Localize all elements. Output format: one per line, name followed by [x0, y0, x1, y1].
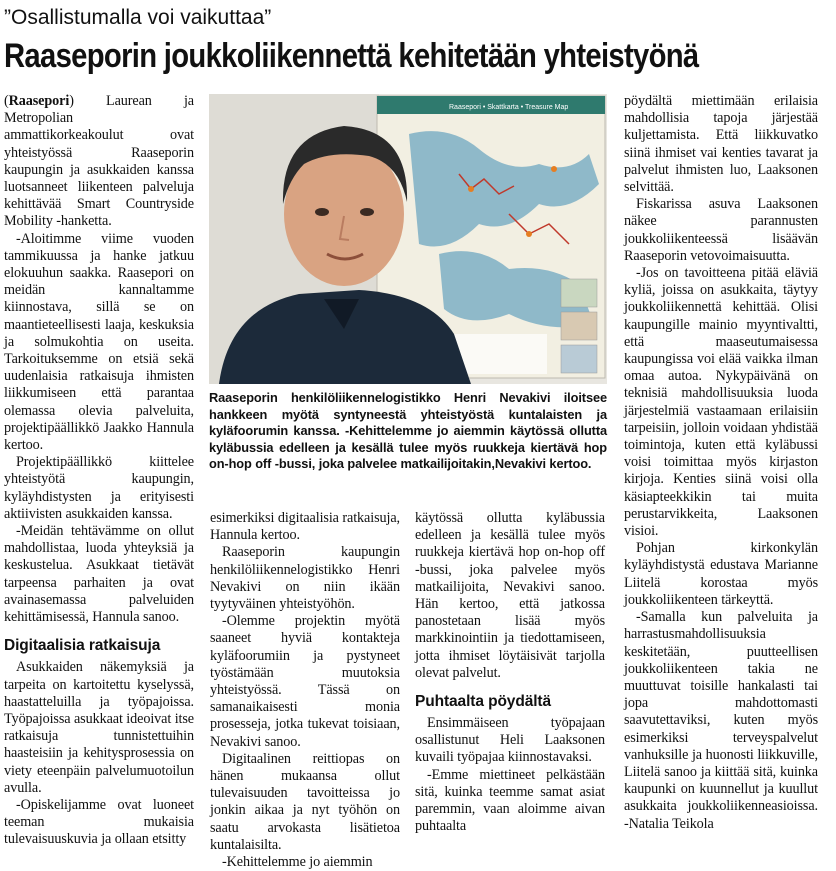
paragraph: esimerkiksi digitaalisia ratkaisuja, Hannula kertoo. [210, 510, 400, 544]
paragraph: Raaseporin kaupungin henkilöliikennelogistikko Henri Nevakivi on niin ikään tyytyväinen yhteistyöhön. [210, 544, 400, 613]
photo-caption: Raaseporin henkilöliikennelogistikko Henri Nevakivi iloitsee hankkeen myötä syntyneestä yhteistyöstä kuntalaisten ja kyläfoorumin kanssa. -Kehittelemme jo aiemmin käytössä ollutta kyläbussia edelleen ja kesällä tulee myös ruukkeja kiertävä hop on-hop off -bussi, joka palvelee matkailijoitakin,Nevakivi kertoo. [209, 390, 607, 472]
paragraph: -Samalla kun palveluita ja harrastusmahdollisuuksia keskitetään, puutteellisen joukkoliikenteen takia ne muuttuvat toisille hankalasti tai jopa mahdottomasti saavutettaviksi, kuten myös esimerkiksi terveyspalvelut vanhuksille ja huonosti liikkuville, Liitelä sanoo ja kiittää sitä, kuinka kaupunki on kuunnellut ja kuullut asukkaita joukkoliikenneasioissa. -Natalia Teikola [624, 609, 818, 832]
paragraph: -Olemme projektin myötä saaneet hyviä kontakteja kyläfoorumiin ja pystyneet työstämään muutoksia yhteistyössä. Tässä on samanaikaisesti monia prosesseja, jotka tukevat toisiaan, Nevakivi sanoo. [210, 613, 400, 750]
subheading: Digitaalisia ratkaisuja [4, 637, 161, 655]
article-column-2 [210, 510, 400, 871]
map-banner-text: Raasepori • Skattkarta • Treasure Map [449, 104, 569, 111]
paragraph: käytössä ollutta kyläbussia edelleen ja kesällä tulee myös ruukkeja kiertävä hop on-hop off -bussi, joka palvelee myös matkailijoita, Nevakivi sanoo. Hän kertoo, että jatkossa panostetaan lisää myös markkinointiin ja tiedottamiseen, jotta ihmiset löytäisivät tarjolla olevat palvelut. [415, 510, 605, 681]
paragraph: Fiskarissa asuva Laaksonen näkee parannusten joukkoliikenteessä lisäävän Raaseporin vetovoimaisuutta. [624, 196, 818, 264]
paragraph: Pohjan kirkonkylän kyläyhdistystä edustava Marianne Liitelä korostaa myös joukkoliikenteen tärkeyttä. [624, 540, 818, 608]
paragraph: -Meidän tehtävämme on ollut mahdollistaa, luoda yhteyksiä ja keskustelua. Asukkaat tietävät tarpeensa parhaiten ja ovat avainasemassa palveluiden kehittämisessä, Hannula sanoo. [4, 523, 194, 626]
article-photo [209, 94, 607, 384]
lead-paragraph: (Raasepori) Laurean ja Metropolian ammattikorkeakoulut ovat yhteistyössä Raaseporin kaupungin ja asukkaiden kanssa luotsanneet liikenteen palveluja kehittävää Smart Countryside Mobility -hanketta. [4, 93, 194, 230]
article-column-4 [624, 93, 818, 833]
dateline: Raasepori [8, 93, 70, 109]
subheading: Puhtaalta pöydältä [415, 693, 552, 711]
paragraph: Projektipäällikkö kiittelee yhteistyötä kaupungin, kyläyhdistysten ja erityisesti aktiivisten asukkaiden kanssa. [4, 454, 194, 522]
paragraph: -Opiskelijamme ovat luoneet teeman mukaisia tulevaisuuskuvia ja ollaan etsitty [4, 796, 194, 848]
paragraph: Digitaalinen reittiopas on hänen mukaansa ollut tulevaisuuden tavoitteissa jo jonkin aikaa ja nyt työhön on saatu arvokasta lisätietoa kuntalaisilta. [210, 750, 400, 853]
article-headline: Raaseporin joukkoliikennettä kehitetään yhteistyönä [4, 37, 699, 75]
article-column-1 [4, 93, 194, 849]
article-kicker: ”Osallistumalla voi vaikuttaa” [4, 6, 272, 29]
paragraph: -Emme miettineet pelkästään sitä, kuinka teemme samat asiat paremmin, vaan aloimme aivan puhtaalta [415, 766, 605, 835]
paragraph: pöydältä miettimään erilaisia mahdollisia tapoja järjestää kuljettamista. Että liikkuvatko siinä ihmiset vai kenties tavarat ja palvelut ihmisten luo, Laaksonen selvittää. [624, 93, 818, 196]
paragraph: Asukkaiden näkemyksiä ja tarpeita on kartoitettu kyselyssä, haastatteluilla ja työpajoissa. Työpajoissa asukkaat ideoivat itse ratkaisuja tunnistettuihin haasteisiin ja kehitysprosessia on viety eteenpäin palvelumuotoilun avulla. [4, 659, 194, 796]
paragraph: Ensimmäiseen työpajaan osallistunut Heli Laaksonen kuvaili työpajaa kiinnostavaksi. [415, 715, 605, 766]
photo-illustration [209, 94, 607, 384]
paragraph: -Jos on tavoitteena pitää eläviä kyliä, joissa on asukkaita, täytyy joukkoliikennettä kehittää. Olisi kaupungille mainio myyntivaltti, että maaseutumaisessa kaupungissa voi elää vaikka ilman omaa autoa. Nykypäivänä on teknisiä mahdollisuuksia luoda järjestelmiä vastaamaan erilaisiin tarpeisiin, jolloin voidaan yhdistää toimintoja, kuten että kyläbussi voisi toimittaa myös kirjaston kirjoja. Kenties siinä voisi olla käsiapteekkikin tai muita perustarvikkeita, Laaksonen visioi. [624, 265, 818, 540]
article-column-3 [415, 510, 605, 835]
paragraph: -Kehittelemme jo aiemmin [222, 854, 373, 871]
paragraph: -Aloitimme viime vuoden tammikuussa ja hanke jatkuu elokuuhun saakka. Raasepori on meidän kannaltamme kiinnostava, sillä se on maantieteellisesti laaja, keskuksia ja solmukohtia on useita. Tarkoituksemme on etsiä sekä uudenlaisia ratkaisuja ihmisten liikkumiseen että parantaa olemassa olevia palveluita, projektipäällikkö Jaakko Hannula kertoo. [4, 230, 194, 454]
